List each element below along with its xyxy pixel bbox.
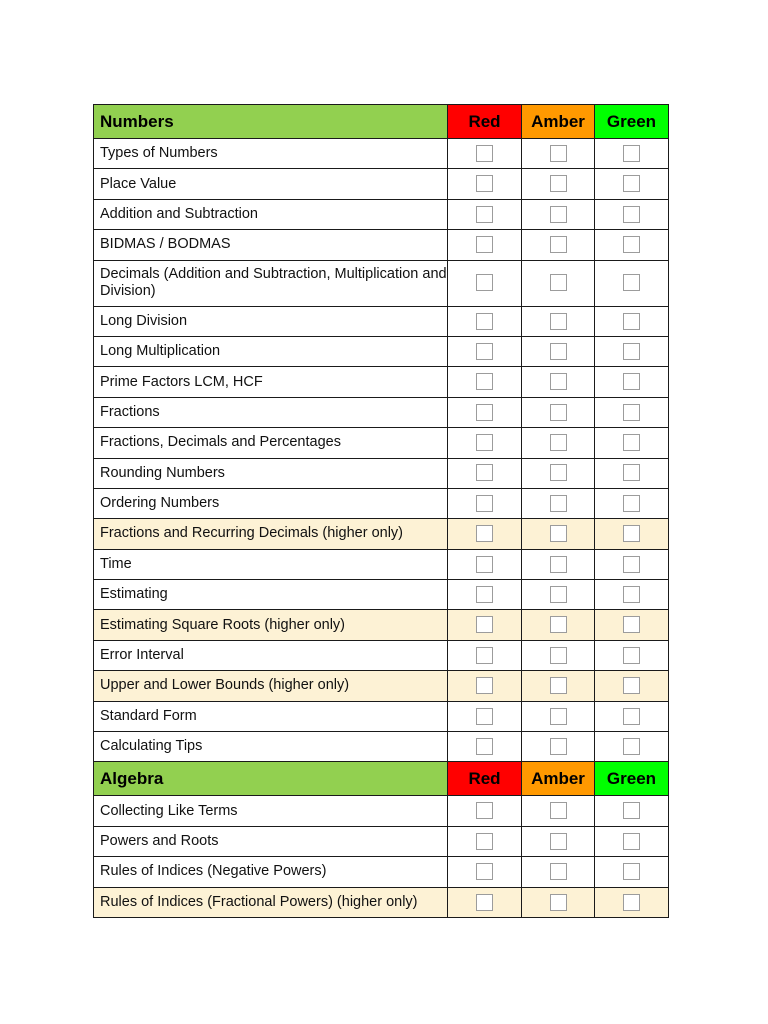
red-rating-cell xyxy=(448,458,522,488)
green-rating-cell xyxy=(595,732,669,762)
red-checkbox[interactable] xyxy=(476,434,493,451)
amber-rating-cell xyxy=(522,306,595,336)
amber-rating-cell xyxy=(522,428,595,458)
green-rating-cell xyxy=(595,139,669,169)
green-rating-cell xyxy=(595,640,669,670)
topic-label: Calculating Tips xyxy=(94,732,448,762)
red-rating-cell xyxy=(448,640,522,670)
topic-label: Rules of Indices (Negative Powers) xyxy=(94,857,448,887)
red-checkbox[interactable] xyxy=(476,404,493,421)
topic-label: Rounding Numbers xyxy=(94,458,448,488)
red-checkbox[interactable] xyxy=(476,586,493,603)
amber-rating-cell xyxy=(522,701,595,731)
red-rating-cell xyxy=(448,336,522,366)
amber-checkbox[interactable] xyxy=(550,586,567,603)
column-header-green: Green xyxy=(595,105,669,139)
red-rating-cell xyxy=(448,488,522,518)
red-rating-cell xyxy=(448,199,522,229)
green-rating-cell xyxy=(595,671,669,701)
amber-rating-cell xyxy=(522,230,595,260)
green-checkbox[interactable] xyxy=(623,175,640,192)
red-rating-cell xyxy=(448,826,522,856)
green-rating-cell xyxy=(595,230,669,260)
topic-row xyxy=(94,139,669,169)
red-checkbox[interactable] xyxy=(476,802,493,819)
green-checkbox[interactable] xyxy=(623,236,640,253)
section-header-algebra xyxy=(94,762,669,796)
red-checkbox[interactable] xyxy=(476,206,493,223)
amber-checkbox[interactable] xyxy=(550,802,567,819)
green-rating-cell xyxy=(595,488,669,518)
amber-checkbox[interactable] xyxy=(550,616,567,633)
topic-label: Fractions and Recurring Decimals (higher only) xyxy=(94,519,448,549)
green-rating-cell xyxy=(595,549,669,579)
topic-row xyxy=(94,230,669,260)
column-header-red: Red xyxy=(448,762,522,796)
green-checkbox[interactable] xyxy=(623,586,640,603)
red-rating-cell xyxy=(448,397,522,427)
amber-checkbox[interactable] xyxy=(550,647,567,664)
red-rating-cell xyxy=(448,306,522,336)
green-checkbox[interactable] xyxy=(623,464,640,481)
green-checkbox[interactable] xyxy=(623,802,640,819)
topic-label: BIDMAS / BODMAS xyxy=(94,230,448,260)
red-rating-cell xyxy=(448,428,522,458)
topic-row xyxy=(94,519,669,549)
red-checkbox[interactable] xyxy=(476,343,493,360)
amber-rating-cell xyxy=(522,887,595,917)
amber-checkbox[interactable] xyxy=(550,525,567,542)
green-checkbox[interactable] xyxy=(623,145,640,162)
green-checkbox[interactable] xyxy=(623,313,640,330)
topic-row xyxy=(94,306,669,336)
green-checkbox[interactable] xyxy=(623,677,640,694)
topic-label: Addition and Subtraction xyxy=(94,199,448,229)
green-rating-cell xyxy=(595,367,669,397)
red-rating-cell xyxy=(448,671,522,701)
green-rating-cell xyxy=(595,428,669,458)
topic-label: Rules of Indices (Fractional Powers) (higher only) xyxy=(94,887,448,917)
topic-row xyxy=(94,671,669,701)
green-rating-cell xyxy=(595,169,669,199)
red-rating-cell xyxy=(448,169,522,199)
amber-checkbox[interactable] xyxy=(550,404,567,421)
red-checkbox[interactable] xyxy=(476,738,493,755)
topic-row xyxy=(94,796,669,826)
topic-row xyxy=(94,857,669,887)
section-title: Numbers xyxy=(94,105,448,139)
red-rating-cell xyxy=(448,367,522,397)
topic-label: Upper and Lower Bounds (higher only) xyxy=(94,671,448,701)
amber-checkbox[interactable] xyxy=(550,206,567,223)
amber-checkbox[interactable] xyxy=(550,145,567,162)
topic-row xyxy=(94,428,669,458)
section-header-numbers xyxy=(94,105,669,139)
green-rating-cell xyxy=(595,796,669,826)
red-checkbox[interactable] xyxy=(476,236,493,253)
amber-rating-cell xyxy=(522,796,595,826)
topic-label: Decimals (Addition and Subtraction, Multiplication and Division) xyxy=(94,260,448,306)
rag-checklist-table xyxy=(93,104,669,918)
amber-rating-cell xyxy=(522,260,595,306)
amber-checkbox[interactable] xyxy=(550,863,567,880)
red-rating-cell xyxy=(448,732,522,762)
green-checkbox[interactable] xyxy=(623,647,640,664)
topic-label: Collecting Like Terms xyxy=(94,796,448,826)
column-header-green: Green xyxy=(595,762,669,796)
topic-row xyxy=(94,458,669,488)
red-rating-cell xyxy=(448,796,522,826)
topic-row xyxy=(94,169,669,199)
red-checkbox[interactable] xyxy=(476,894,493,911)
topic-row xyxy=(94,260,669,306)
red-checkbox[interactable] xyxy=(476,708,493,725)
green-checkbox[interactable] xyxy=(623,708,640,725)
topic-label: Powers and Roots xyxy=(94,826,448,856)
amber-checkbox[interactable] xyxy=(550,464,567,481)
green-checkbox[interactable] xyxy=(623,894,640,911)
green-rating-cell xyxy=(595,826,669,856)
topic-row xyxy=(94,488,669,518)
green-checkbox[interactable] xyxy=(623,343,640,360)
amber-rating-cell xyxy=(522,169,595,199)
topic-label: Standard Form xyxy=(94,701,448,731)
amber-checkbox[interactable] xyxy=(550,274,567,291)
red-checkbox[interactable] xyxy=(476,677,493,694)
amber-checkbox[interactable] xyxy=(550,313,567,330)
amber-rating-cell xyxy=(522,857,595,887)
red-checkbox[interactable] xyxy=(476,556,493,573)
red-checkbox[interactable] xyxy=(476,833,493,850)
green-rating-cell xyxy=(595,199,669,229)
green-rating-cell xyxy=(595,306,669,336)
topic-row xyxy=(94,610,669,640)
amber-rating-cell xyxy=(522,488,595,518)
red-checkbox[interactable] xyxy=(476,313,493,330)
red-checkbox[interactable] xyxy=(476,175,493,192)
red-rating-cell xyxy=(448,580,522,610)
amber-checkbox[interactable] xyxy=(550,343,567,360)
green-rating-cell xyxy=(595,519,669,549)
red-checkbox[interactable] xyxy=(476,464,493,481)
green-rating-cell xyxy=(595,887,669,917)
red-rating-cell xyxy=(448,260,522,306)
topic-label: Time xyxy=(94,549,448,579)
topic-label: Types of Numbers xyxy=(94,139,448,169)
red-checkbox[interactable] xyxy=(476,616,493,633)
green-checkbox[interactable] xyxy=(623,404,640,421)
red-rating-cell xyxy=(448,610,522,640)
topic-row xyxy=(94,580,669,610)
section-title: Algebra xyxy=(94,762,448,796)
topic-row xyxy=(94,367,669,397)
red-checkbox[interactable] xyxy=(476,145,493,162)
topic-row xyxy=(94,336,669,366)
amber-rating-cell xyxy=(522,336,595,366)
amber-checkbox[interactable] xyxy=(550,556,567,573)
column-header-amber: Amber xyxy=(522,762,595,796)
amber-rating-cell xyxy=(522,397,595,427)
amber-rating-cell xyxy=(522,640,595,670)
green-checkbox[interactable] xyxy=(623,525,640,542)
green-checkbox[interactable] xyxy=(623,833,640,850)
amber-checkbox[interactable] xyxy=(550,677,567,694)
amber-checkbox[interactable] xyxy=(550,738,567,755)
topic-row xyxy=(94,887,669,917)
amber-rating-cell xyxy=(522,458,595,488)
green-checkbox[interactable] xyxy=(623,274,640,291)
amber-checkbox[interactable] xyxy=(550,175,567,192)
red-rating-cell xyxy=(448,549,522,579)
topic-label: Fractions, Decimals and Percentages xyxy=(94,428,448,458)
red-checkbox[interactable] xyxy=(476,863,493,880)
red-checkbox[interactable] xyxy=(476,647,493,664)
rag-table-body xyxy=(94,105,669,918)
topic-row xyxy=(94,549,669,579)
green-checkbox[interactable] xyxy=(623,738,640,755)
topic-row xyxy=(94,199,669,229)
topic-row xyxy=(94,640,669,670)
red-checkbox[interactable] xyxy=(476,373,493,390)
amber-rating-cell xyxy=(522,826,595,856)
red-rating-cell xyxy=(448,887,522,917)
green-checkbox[interactable] xyxy=(623,434,640,451)
amber-rating-cell xyxy=(522,549,595,579)
amber-rating-cell xyxy=(522,367,595,397)
topic-label: Long Multiplication xyxy=(94,336,448,366)
amber-rating-cell xyxy=(522,610,595,640)
amber-checkbox[interactable] xyxy=(550,833,567,850)
red-rating-cell xyxy=(448,519,522,549)
amber-checkbox[interactable] xyxy=(550,236,567,253)
green-rating-cell xyxy=(595,458,669,488)
red-checkbox[interactable] xyxy=(476,525,493,542)
amber-checkbox[interactable] xyxy=(550,894,567,911)
amber-rating-cell xyxy=(522,519,595,549)
green-rating-cell xyxy=(595,701,669,731)
red-rating-cell xyxy=(448,139,522,169)
green-rating-cell xyxy=(595,580,669,610)
topic-row xyxy=(94,826,669,856)
green-checkbox[interactable] xyxy=(623,863,640,880)
green-checkbox[interactable] xyxy=(623,556,640,573)
green-rating-cell xyxy=(595,336,669,366)
topic-row xyxy=(94,701,669,731)
topic-label: Place Value xyxy=(94,169,448,199)
topic-label: Prime Factors LCM, HCF xyxy=(94,367,448,397)
topic-label: Fractions xyxy=(94,397,448,427)
amber-rating-cell xyxy=(522,199,595,229)
topic-label: Estimating Square Roots (higher only) xyxy=(94,610,448,640)
topic-row xyxy=(94,397,669,427)
amber-checkbox[interactable] xyxy=(550,373,567,390)
amber-rating-cell xyxy=(522,732,595,762)
amber-rating-cell xyxy=(522,139,595,169)
green-rating-cell xyxy=(595,397,669,427)
red-checkbox[interactable] xyxy=(476,495,493,512)
green-checkbox[interactable] xyxy=(623,206,640,223)
column-header-red: Red xyxy=(448,105,522,139)
green-rating-cell xyxy=(595,610,669,640)
topic-label: Error Interval xyxy=(94,640,448,670)
topic-label: Ordering Numbers xyxy=(94,488,448,518)
green-checkbox[interactable] xyxy=(623,495,640,512)
column-header-amber: Amber xyxy=(522,105,595,139)
amber-checkbox[interactable] xyxy=(550,708,567,725)
green-rating-cell xyxy=(595,260,669,306)
amber-checkbox[interactable] xyxy=(550,434,567,451)
topic-label: Estimating xyxy=(94,580,448,610)
topic-label: Long Division xyxy=(94,306,448,336)
amber-checkbox[interactable] xyxy=(550,495,567,512)
amber-rating-cell xyxy=(522,671,595,701)
topic-row xyxy=(94,732,669,762)
red-checkbox[interactable] xyxy=(476,274,493,291)
green-checkbox[interactable] xyxy=(623,616,640,633)
red-rating-cell xyxy=(448,701,522,731)
red-rating-cell xyxy=(448,857,522,887)
red-rating-cell xyxy=(448,230,522,260)
amber-rating-cell xyxy=(522,580,595,610)
green-rating-cell xyxy=(595,857,669,887)
green-checkbox[interactable] xyxy=(623,373,640,390)
